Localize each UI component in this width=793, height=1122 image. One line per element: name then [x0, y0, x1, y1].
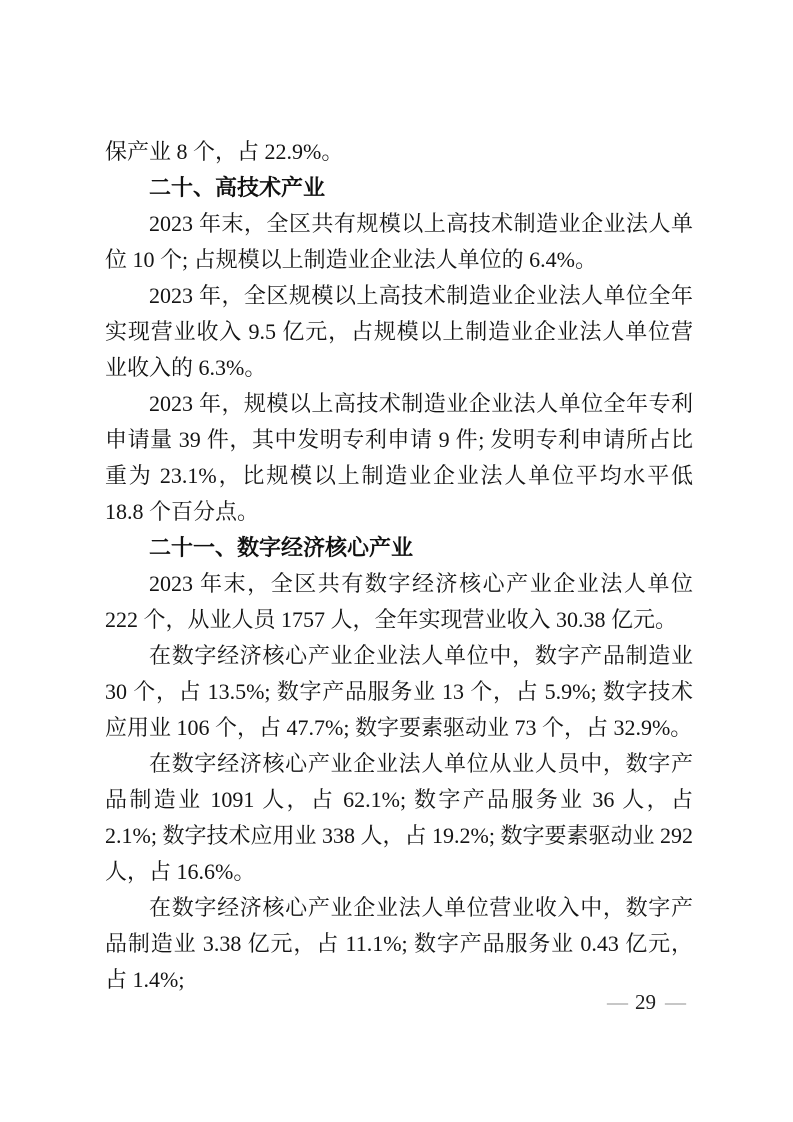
paragraph-digital-economy-units-breakdown: 在数字经济核心产业企业法人单位中，数字产品制造业 30 个，占 13.5%; 数字产品服务业 13 个，占 5.9%; 数字技术应用业 106 个，占 47.7%; 数字要素驱动业 73 个，占 32.9%。: [105, 643, 693, 740]
paragraph-continuation: 保产业 8 个，占 22.9%。: [105, 139, 344, 164]
footer-right-dash: —: [665, 990, 684, 1014]
footer-left-dash: —: [607, 990, 626, 1014]
paragraph-digital-economy-employment-breakdown: 在数字经济核心产业企业法人单位从业人员中，数字产品制造业 1091 人，占 62.1%; 数字产品服务业 36 人，占 2.1%; 数字技术应用业 338 人，占 19.2%; 数字要素驱动业 292 人，占 16.6%。: [105, 751, 693, 884]
paragraph-high-tech-patents: 2023 年，规模以上高技术制造业企业法人单位全年专利申请量 39 件，其中发明专利申请 9 件; 发明专利申请所占比重为 23.1%，比规模以上制造业企业法人单位平均水平低 18.8 个百分点。: [105, 391, 693, 524]
paragraph-digital-economy-overview: 2023 年末，全区共有数字经济核心产业企业法人单位 222 个，从业人员 1757 人，全年实现营业收入 30.38 亿元。: [105, 571, 693, 632]
page-number: 29: [635, 990, 656, 1014]
section-heading-21-digital-economy: 二十一、数字经济核心产业: [149, 535, 414, 560]
paragraph-high-tech-units: 2023 年末，全区共有规模以上高技术制造业企业法人单位 10 个; 占规模以上制造业企业法人单位的 6.4%。: [105, 211, 693, 272]
page-body-text: [105, 134, 693, 998]
page-footer: [598, 988, 693, 1016]
section-heading-20-high-tech-industry: 二十、高技术产业: [149, 175, 326, 200]
paragraph-high-tech-revenue: 2023 年，全区规模以上高技术制造业企业法人单位全年实现营业收入 9.5 亿元，占规模以上制造业企业法人单位营业收入的 6.3%。: [105, 283, 693, 380]
paragraph-digital-economy-revenue-breakdown: 在数字经济核心产业企业法人单位营业收入中，数字产品制造业 3.38 亿元，占 11.1%; 数字产品服务业 0.43 亿元，占 1.4%;: [105, 895, 693, 992]
